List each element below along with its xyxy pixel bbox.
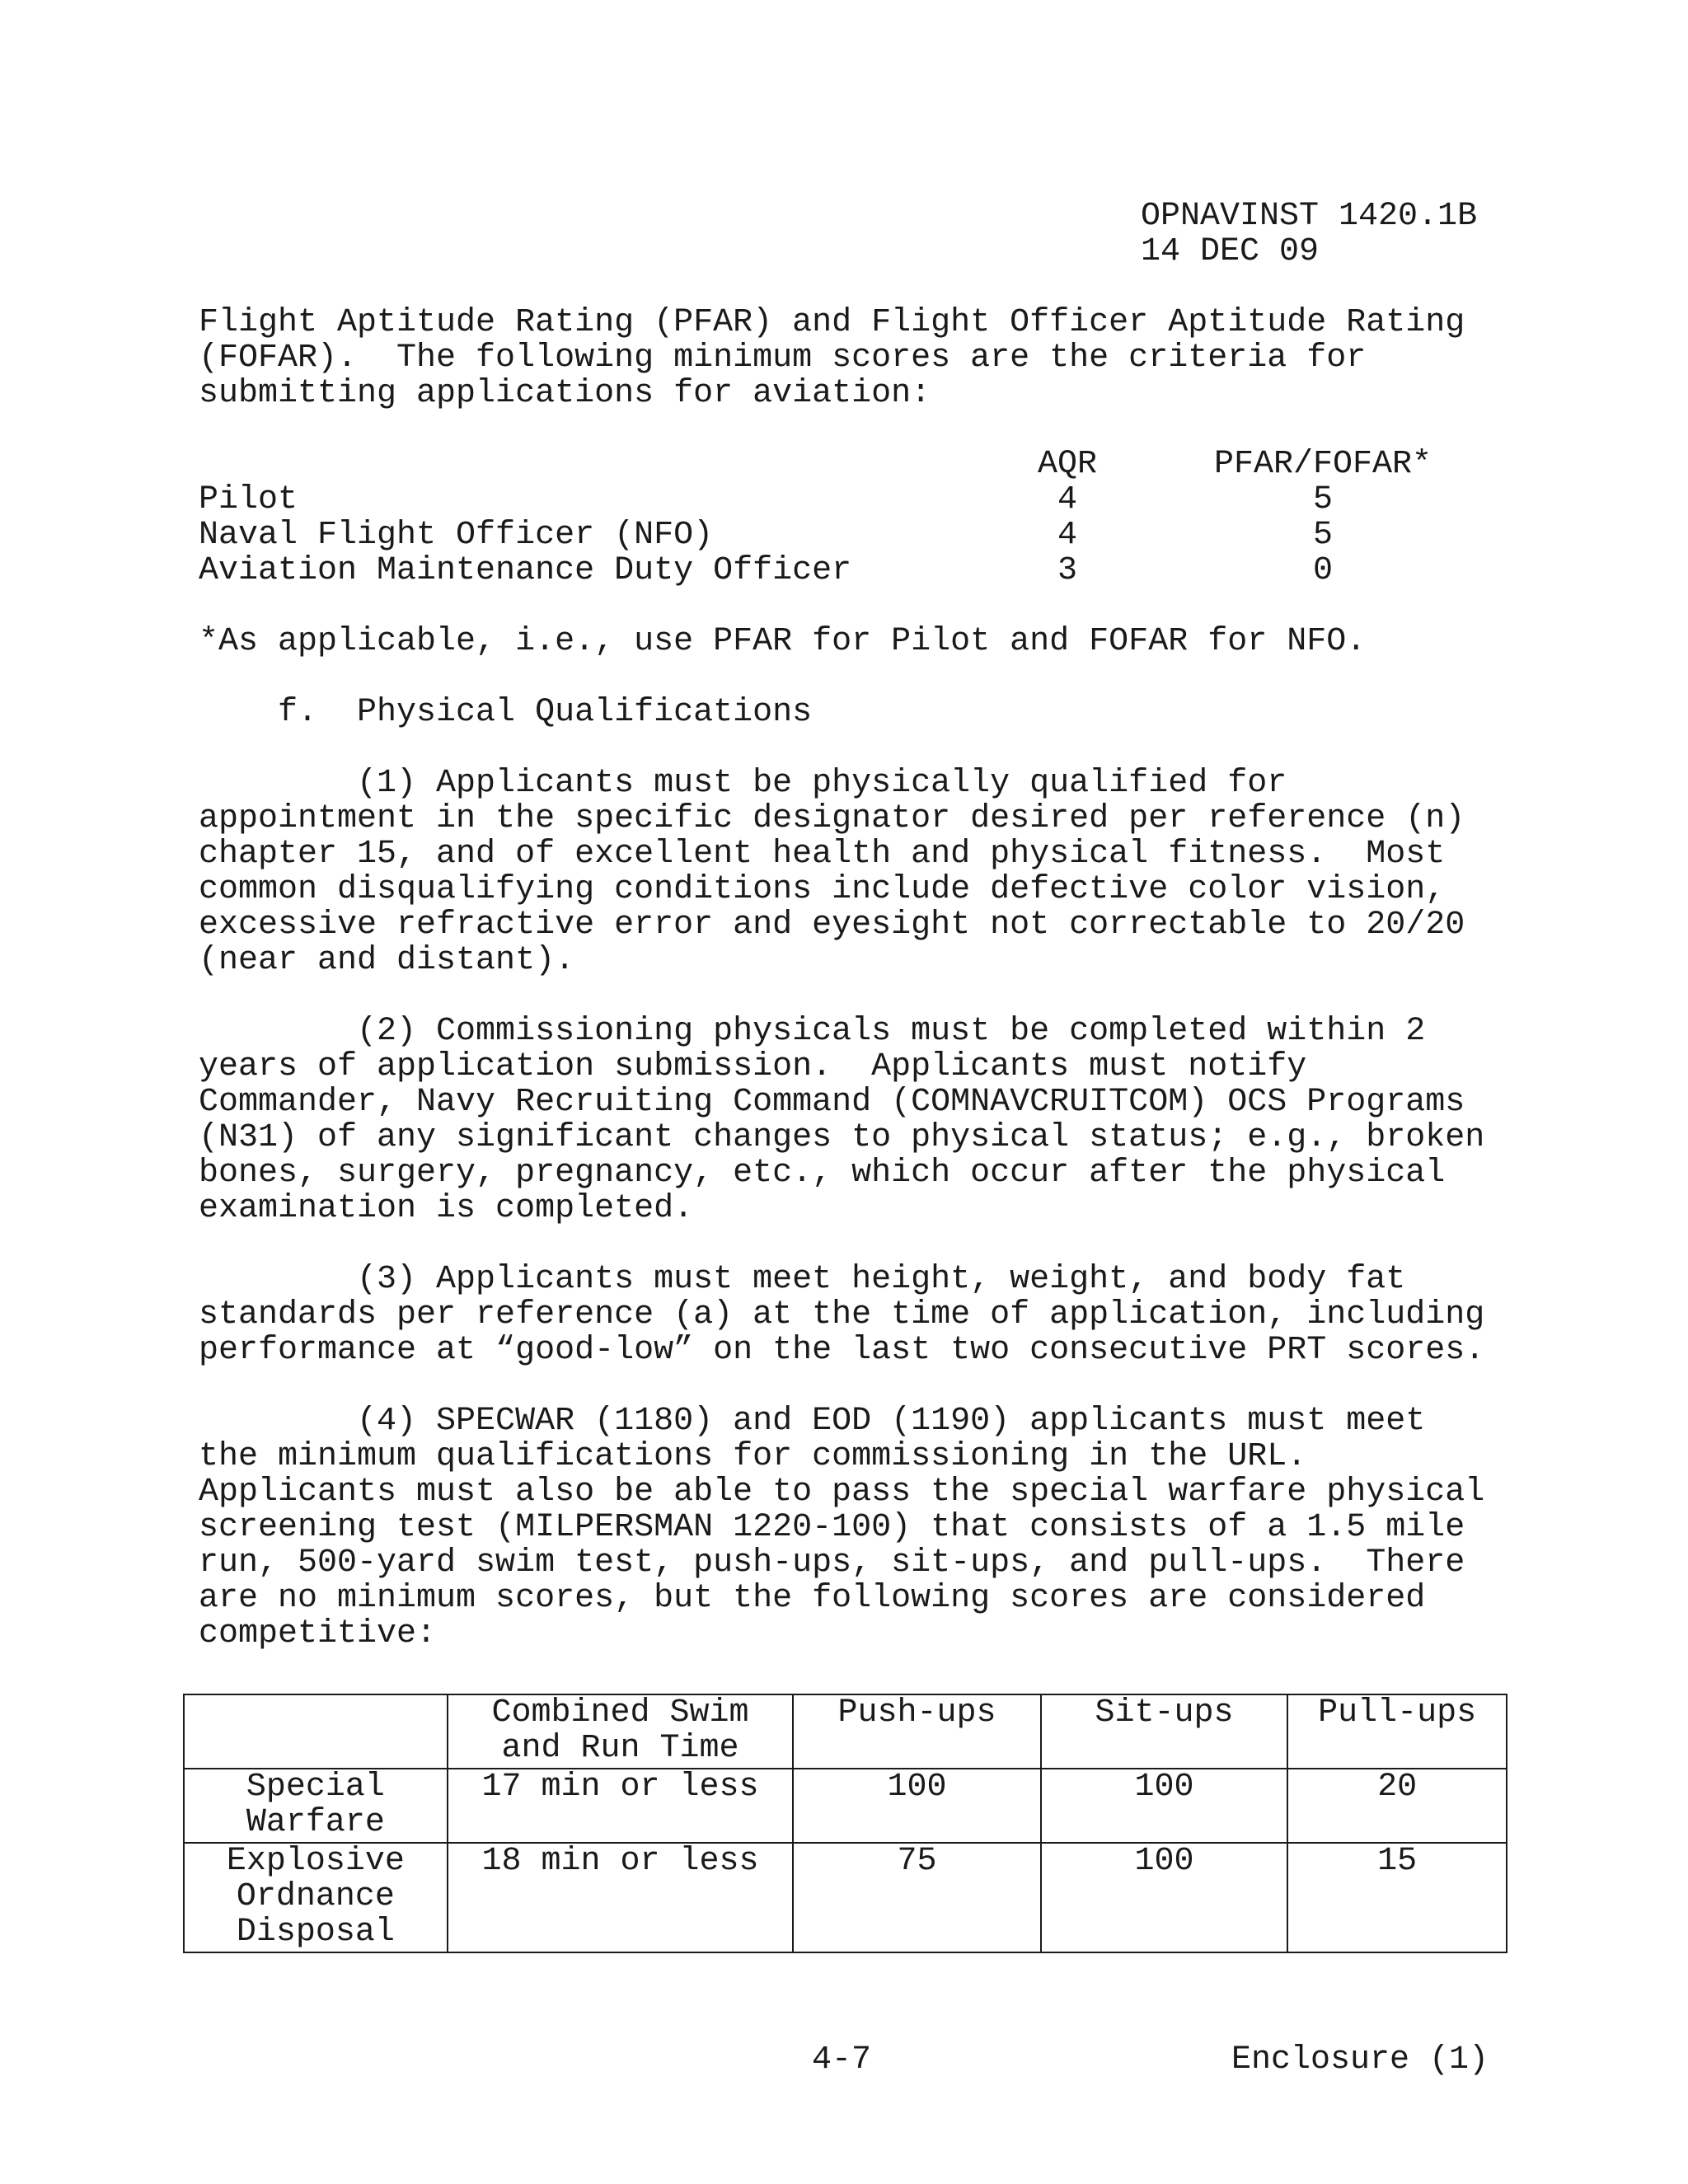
header-sit-ups: Sit-ups (1095, 1694, 1234, 1732)
text-line: years of application submission. Applicants must notify (199, 1048, 1307, 1085)
header-push-ups: Push-ups (837, 1694, 996, 1732)
table-cell: 100 (1041, 1843, 1288, 1952)
table-cell (184, 1769, 448, 1843)
table-cell (184, 1843, 448, 1952)
table-cell: 20 (1287, 1769, 1507, 1843)
text-line: (N31) of any significant changes to physical status; e.g., broken (199, 1119, 1485, 1156)
header-swim-run: Combined Swim and Run Time (491, 1694, 749, 1767)
table-header-cell (1041, 1694, 1288, 1769)
aviation-row-aqr: 4 (1057, 481, 1077, 518)
table-cell: 18 min or less (448, 1843, 793, 1952)
enclosure-label: Enclosure (1) (1231, 2041, 1489, 2079)
table-header-cell (184, 1694, 448, 1769)
table-cell: 100 (1041, 1769, 1288, 1843)
text-line: (2) Commissioning physicals must be completed within 2 (199, 1013, 1426, 1050)
text-line: chapter 15, and of excellent health and physical fitness. Most (199, 836, 1446, 873)
text-line: Applicants must also be able to pass the special warfare physical (199, 1474, 1485, 1511)
aviation-row-label: Pilot (199, 481, 298, 518)
table-row (184, 1843, 1507, 1952)
row-label-special-warfare: Special Warfare (246, 1769, 385, 1841)
aviation-footnote: *As applicable, i.e., use PFAR for Pilot and FOFAR for NFO. (199, 623, 1367, 660)
text-line: Flight Aptitude Rating (PFAR) and Flight Officer Aptitude Rating (199, 304, 1465, 341)
table-header-row (184, 1694, 1507, 1769)
text-line: appointment in the specific designator desired per reference (n) (199, 800, 1465, 837)
text-line: (3) Applicants must meet height, weight, and body fat (199, 1261, 1406, 1298)
text-line: common disqualifying conditions include defective color vision, (199, 871, 1446, 908)
row-label-eod: Explosive Ordnance Disposal (226, 1843, 405, 1951)
text-line: run, 500-yard swim test, push-ups, sit-ups, and pull-ups. There (199, 1544, 1465, 1582)
text-line: examination is completed. (199, 1190, 694, 1227)
table-header-cell (793, 1694, 1041, 1769)
aviation-row-label: Aviation Maintenance Duty Officer (199, 552, 852, 589)
text-line: excessive refractive error and eyesight not correctable to 20/20 (199, 907, 1465, 944)
text-line: competitive: (199, 1615, 437, 1652)
text-line: bones, surgery, pregnancy, etc., which occur after the physical (199, 1155, 1446, 1192)
aviation-row-aqr: 4 (1057, 517, 1077, 554)
text-line: (FOFAR). The following minimum scores are the criteria for (199, 340, 1367, 377)
physical-screening-table (183, 1694, 1507, 1953)
table-cell: 100 (793, 1769, 1041, 1843)
aviation-row-aqr: 3 (1057, 552, 1077, 589)
aviation-row-pfar: 5 (1312, 517, 1333, 554)
text-line: (4) SPECWAR (1180) and EOD (1190) applicants must meet (199, 1403, 1426, 1440)
table-cell: 75 (793, 1843, 1041, 1952)
text-line: performance at “good-low” on the last two consecutive PRT scores. (199, 1332, 1485, 1369)
text-line: the minimum qualifications for commissioning in the URL. (199, 1438, 1307, 1475)
table-header-cell (448, 1694, 793, 1769)
aviation-row-pfar: 5 (1312, 481, 1333, 518)
doc-id: OPNAVINST 1420.1B (1141, 198, 1478, 235)
text-line: standards per reference (a) at the time of application, including (199, 1296, 1485, 1333)
header-pull-ups: Pull-ups (1318, 1694, 1477, 1732)
aqr-header: AQR (1037, 446, 1097, 483)
text-line: screening test (MILPERSMAN 1220-100) that consists of a 1.5 mile (199, 1509, 1465, 1546)
table-header-cell (1287, 1694, 1507, 1769)
table-row (184, 1769, 1507, 1843)
page-number: 4-7 (812, 2041, 872, 2079)
text-line: (near and distant). (199, 942, 575, 979)
doc-date: 14 DEC 09 (1141, 233, 1320, 270)
aviation-row-pfar: 0 (1312, 552, 1333, 589)
table-cell: 15 (1287, 1843, 1507, 1952)
table-cell: 17 min or less (448, 1769, 793, 1843)
section-heading: f. Physical Qualifications (199, 694, 813, 731)
aviation-row-label: Naval Flight Officer (NFO) (199, 517, 714, 554)
pfar-header: PFAR/FOFAR* (1213, 446, 1432, 483)
text-line: Commander, Navy Recruiting Command (COMNAVCRUITCOM) OCS Programs (199, 1084, 1465, 1121)
text-line: submitting applications for aviation: (199, 375, 931, 412)
text-line: (1) Applicants must be physically qualified for (199, 765, 1287, 802)
text-line: are no minimum scores, but the following scores are considered (199, 1580, 1426, 1617)
